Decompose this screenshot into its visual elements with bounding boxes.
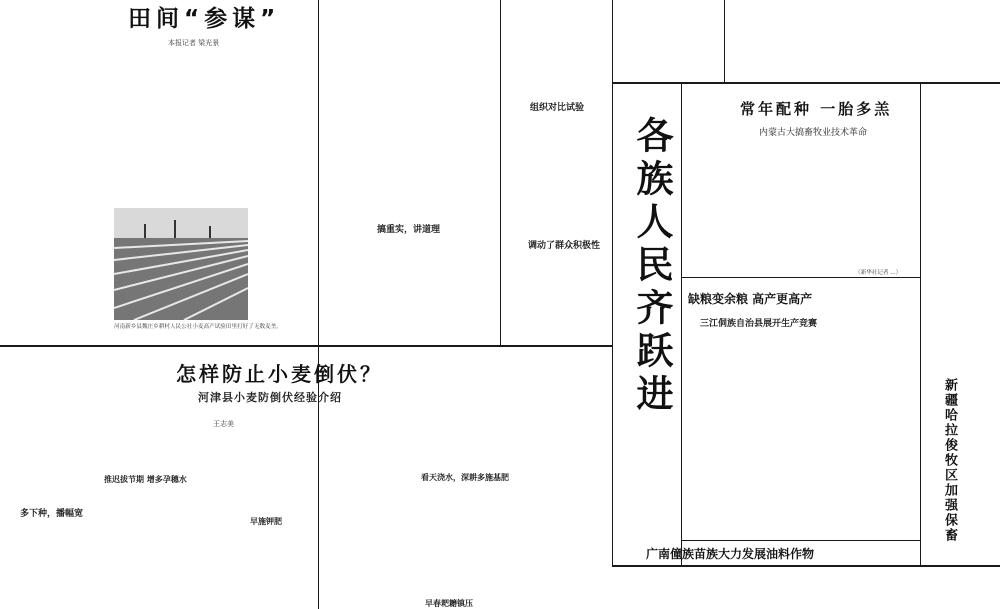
body-text-column (410, 240, 498, 343)
news-agency-note: （新华社记者 ...） (855, 270, 902, 276)
section-subheading: 推迟拔节期 增多孕穗水 (104, 475, 187, 484)
body-text-column (804, 338, 918, 536)
column-rule (500, 0, 501, 345)
article-headline: 广南僮族苗族大力发展油料作物 (646, 547, 815, 561)
body-text-column (804, 148, 918, 274)
field-photo (114, 208, 248, 320)
article-byline: 本报记者 梁光景 (168, 39, 220, 47)
section-subheading: 看天浇水，深耕多施基肥 (421, 473, 509, 482)
article-headline-vertical: 新疆哈拉俊牧区加强保畜 (942, 378, 957, 543)
body-text-column (686, 148, 800, 274)
feature-headline: 各族人民齐跃进 (630, 116, 673, 417)
body-text-column (686, 338, 800, 536)
body-text-column (238, 432, 316, 502)
body-text-column (410, 494, 498, 594)
box-rule (681, 84, 682, 565)
section-subheading: 多下种，播幅宽 (20, 509, 84, 519)
body-text-column (616, 570, 998, 609)
section-rule (0, 345, 612, 347)
body-text-column (2, 522, 86, 608)
body-text-column (728, 2, 998, 80)
section-subheading: 组织对比试验 (530, 103, 585, 113)
body-text-column (238, 530, 316, 608)
body-text-column (322, 100, 406, 220)
article-subheadline: 内蒙古大搞畜牧业技术革命 (759, 128, 868, 138)
section-subheading: 调动了群众积极性 (528, 241, 601, 251)
body-text-column (686, 86, 726, 146)
section-subheading: 早春耙耱镇压 (425, 599, 473, 608)
body-text-column (52, 54, 110, 344)
body-text-column (504, 118, 610, 228)
section-subheading: 搞重实，讲道理 (377, 225, 441, 235)
column-rule (318, 0, 319, 609)
box-rule (612, 565, 1000, 567)
body-text-column (114, 54, 174, 204)
body-text-column (410, 100, 498, 220)
box-rule (682, 277, 920, 278)
body-text-column (2, 2, 48, 342)
body-text-column (924, 86, 998, 286)
body-text-column (94, 500, 160, 608)
article-headline: 常年配种 一胎多羔 (740, 100, 893, 118)
article-subheadline: 河津县小麦防倒伏经验介绍 (198, 391, 342, 404)
body-text-column (924, 290, 998, 370)
section-subheading: 早施钾肥 (250, 517, 282, 526)
article-headline: 田间“参谋” (128, 6, 281, 32)
box-rule (682, 540, 920, 541)
photo-caption: 河南新乡县魏庄乡耕村人民公社小麦高产试验田里打好了无数麦垄。 (114, 324, 282, 330)
article-author: 王志美 (213, 420, 234, 428)
body-text-column (960, 378, 998, 563)
body-text-column (322, 240, 406, 343)
body-text-column (616, 2, 722, 80)
article-headline: 缺粮变余粮 高产更高产 (688, 292, 813, 306)
box-rule (920, 84, 921, 565)
body-text-column (164, 432, 234, 608)
body-text-column (322, 432, 406, 608)
body-text-column (252, 54, 316, 344)
body-text-column (178, 54, 248, 204)
box-rule (612, 82, 1000, 84)
body-text-column (504, 256, 610, 344)
body-text-column (94, 432, 160, 468)
column-rule (724, 0, 725, 82)
body-text-column (322, 2, 498, 97)
article-subheadline: 三江侗族自治县展开生产竞赛 (700, 319, 818, 329)
body-text-column (2, 432, 86, 502)
body-text-column (2, 350, 86, 430)
body-text-column (52, 2, 110, 62)
body-text-column (504, 350, 610, 608)
box-rule (612, 84, 613, 565)
article-headline: 怎样防止小麦倒伏？ (176, 362, 383, 386)
body-text-column (252, 2, 316, 46)
